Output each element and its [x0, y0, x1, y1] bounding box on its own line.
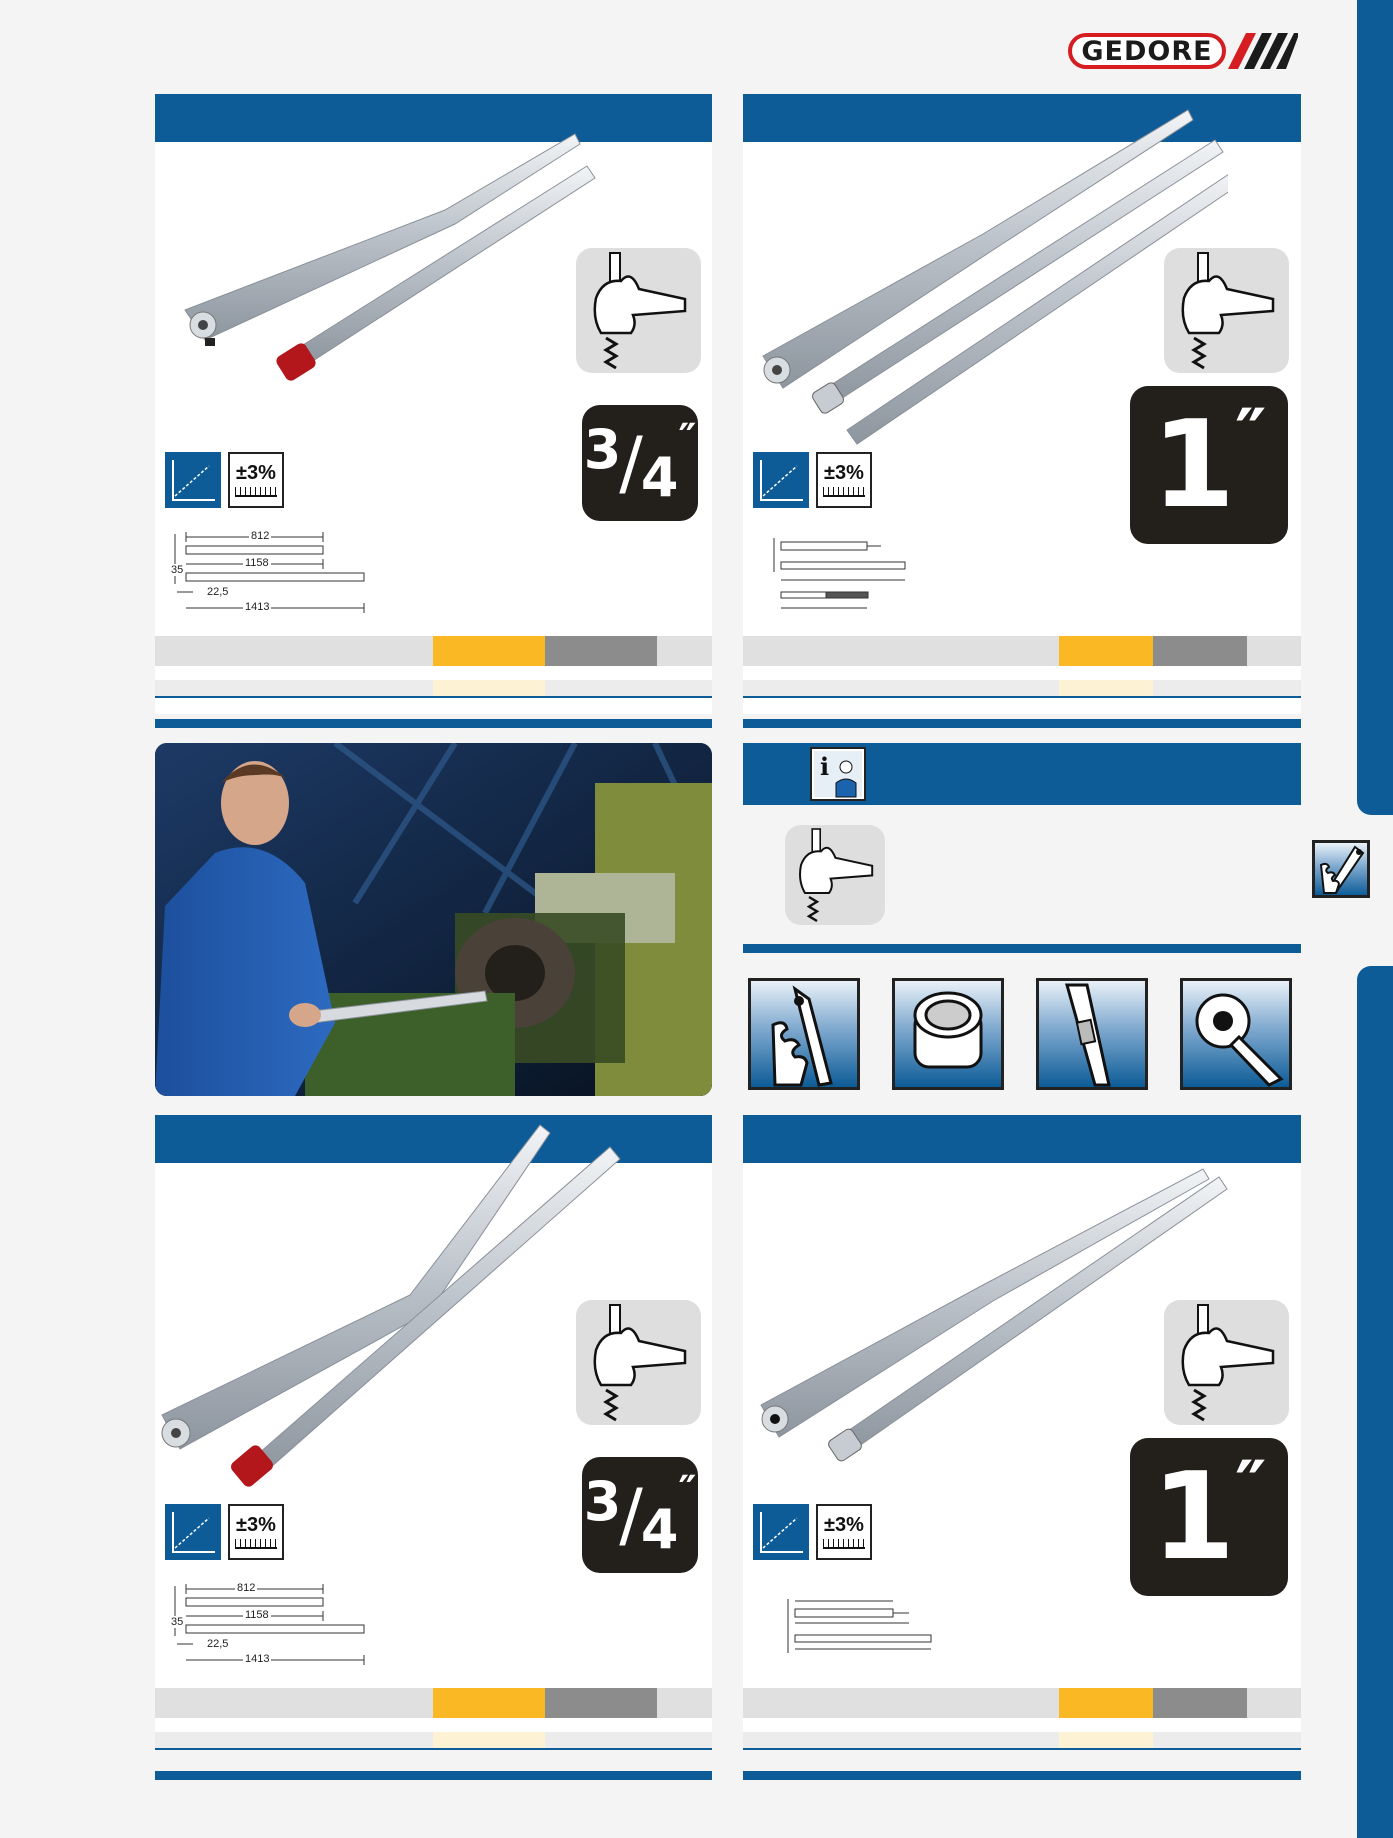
tolerance-text: ±3% [824, 462, 864, 484]
hand-use-icon [1164, 1300, 1289, 1425]
torque-graph-icon [165, 452, 221, 508]
hand-holding-wrench-icon [1164, 1300, 1289, 1425]
info-panel [743, 743, 1301, 953]
table-header-grey [545, 636, 657, 666]
tolerance-icon [228, 1504, 284, 1560]
category-electronic[interactable] [1036, 978, 1148, 1090]
badge-value: 1 [1151, 395, 1236, 535]
hand-use-icon [576, 1300, 701, 1425]
hand-use-icon [1164, 248, 1289, 373]
table-header-yellow [433, 636, 545, 666]
characteristic-graph-icon [753, 1504, 809, 1560]
tolerance-icon [816, 1504, 872, 1560]
table-header-yellow [1059, 636, 1153, 666]
badge-denominator: 4 [640, 1497, 679, 1561]
side-category-icon[interactable] [1312, 840, 1370, 898]
dimension-c: 1413 [245, 601, 270, 613]
info-header [743, 743, 1301, 805]
hand-use-icon [785, 825, 885, 925]
torque-graph-icon [753, 452, 809, 508]
table-header [743, 1688, 1301, 1718]
characteristic-graph-icon [165, 1504, 221, 1560]
electronic-torque-wrench-icon [1039, 981, 1145, 1087]
dimension-lines [155, 529, 395, 619]
torque-graph-icon [753, 1504, 809, 1560]
characteristic-graph-icon [165, 452, 221, 508]
brand-logo [1068, 33, 1298, 73]
category-ratchets[interactable] [1180, 978, 1292, 1090]
table-header-yellow [433, 1688, 545, 1718]
badge-inch-mark: ″ [1235, 394, 1267, 476]
torque-wrench-product-image [753, 1165, 1233, 1475]
dimension-a: 812 [237, 1582, 256, 1594]
dimension-width: 22,5 [207, 1638, 229, 1650]
section-rail-top [1357, 0, 1393, 815]
badge-inch-mark: ″ [678, 1468, 697, 1514]
table-header [743, 636, 1301, 666]
hand-holding-wrench-icon [576, 1300, 701, 1425]
panel-footer-bar [155, 719, 712, 728]
ratchet-icon [1183, 981, 1289, 1087]
badge-numerator: 3 [583, 1469, 622, 1533]
dimension-drawing [155, 1581, 395, 1671]
product-panel-1 [155, 94, 712, 714]
badge-denominator: 4 [640, 445, 679, 509]
dimension-height: 35 [171, 1616, 184, 1628]
table-cell-yellow [1059, 680, 1153, 696]
socket-icon [895, 981, 1001, 1087]
table-row [743, 1732, 1301, 1750]
product-panel-4 [743, 1115, 1301, 1745]
table-cell-yellow [1059, 1732, 1153, 1748]
info-icon [812, 749, 864, 799]
size-badge-3-4 [582, 405, 698, 521]
badge-slash: / [619, 422, 643, 504]
badge-inch-mark: ″ [678, 416, 697, 462]
panel-footer-bar [743, 1771, 1301, 1780]
table-header-yellow [1059, 1688, 1153, 1718]
brand-stripes-icon [1228, 33, 1298, 69]
category-sockets[interactable] [892, 978, 1004, 1090]
tolerance-text: ±3% [236, 1514, 276, 1536]
badge-numerator: 3 [583, 417, 622, 481]
info-mechanic-icon[interactable] [810, 747, 866, 801]
mechanic-using-torque-wrench-image [155, 743, 712, 1096]
dimension-height: 35 [171, 564, 184, 576]
table-row [743, 680, 1301, 698]
product-panel-3 [155, 1115, 712, 1745]
tolerance-text: ±3% [236, 462, 276, 484]
tolerance-icon [228, 452, 284, 508]
dimension-drawing [771, 536, 911, 614]
panel-footer-bar [743, 719, 1301, 728]
product-panel-2 [743, 94, 1301, 714]
table-cell-yellow [433, 1732, 545, 1748]
torque-graph-icon [165, 1504, 221, 1560]
dimension-width: 22,5 [207, 586, 229, 598]
info-footer-bar [743, 944, 1301, 953]
badge-slash: / [619, 1474, 643, 1556]
workshop-photo [155, 743, 712, 1096]
hand-holding-wrench-icon [1164, 248, 1289, 373]
dimension-drawing [155, 529, 395, 619]
size-badge-3-4 [582, 1457, 698, 1573]
tolerance-text: ±3% [824, 1514, 864, 1536]
table-header-grey [545, 1688, 657, 1718]
characteristic-graph-icon [753, 452, 809, 508]
tolerance-scale [823, 1539, 865, 1549]
table-cell-yellow [433, 680, 545, 696]
dimension-a: 812 [251, 530, 270, 542]
panel-footer-bar [155, 1771, 712, 1780]
dimension-drawing [785, 1597, 945, 1657]
table-row [155, 680, 712, 698]
table-header-grey [1153, 636, 1247, 666]
brand-logo-text: GEDORE [1068, 33, 1226, 69]
tolerance-icon [816, 452, 872, 508]
tolerance-scale [235, 1539, 277, 1549]
badge-inch-mark: ″ [1235, 1446, 1267, 1528]
dimension-b: 1158 [245, 1609, 269, 1621]
hand-use-icon [576, 248, 701, 373]
size-badge-1 [1130, 386, 1288, 544]
torque-wrench-product-image [175, 120, 635, 420]
size-badge-1 [1130, 1438, 1288, 1596]
tolerance-scale [235, 487, 277, 497]
badge-value: 1 [1151, 1447, 1236, 1587]
svg-text:i: i [820, 752, 830, 781]
table-header-grey [1153, 1688, 1247, 1718]
hand-holding-wrench-icon [576, 248, 701, 373]
dimension-c: 1413 [245, 1653, 270, 1665]
table-header [155, 636, 712, 666]
panel-header [743, 1115, 1301, 1163]
table-row [155, 1732, 712, 1750]
category-torque-wrench[interactable] [748, 978, 860, 1090]
section-rail-bottom [1357, 966, 1393, 1838]
tolerance-scale [823, 487, 865, 497]
hand-holding-wrench-icon [785, 825, 885, 925]
dimension-lines [155, 1581, 395, 1671]
torque-wrench-icon [1315, 843, 1367, 895]
dimension-b: 1158 [245, 557, 269, 569]
table-header [155, 1688, 712, 1718]
wrench-with-socket-icon [751, 981, 857, 1087]
